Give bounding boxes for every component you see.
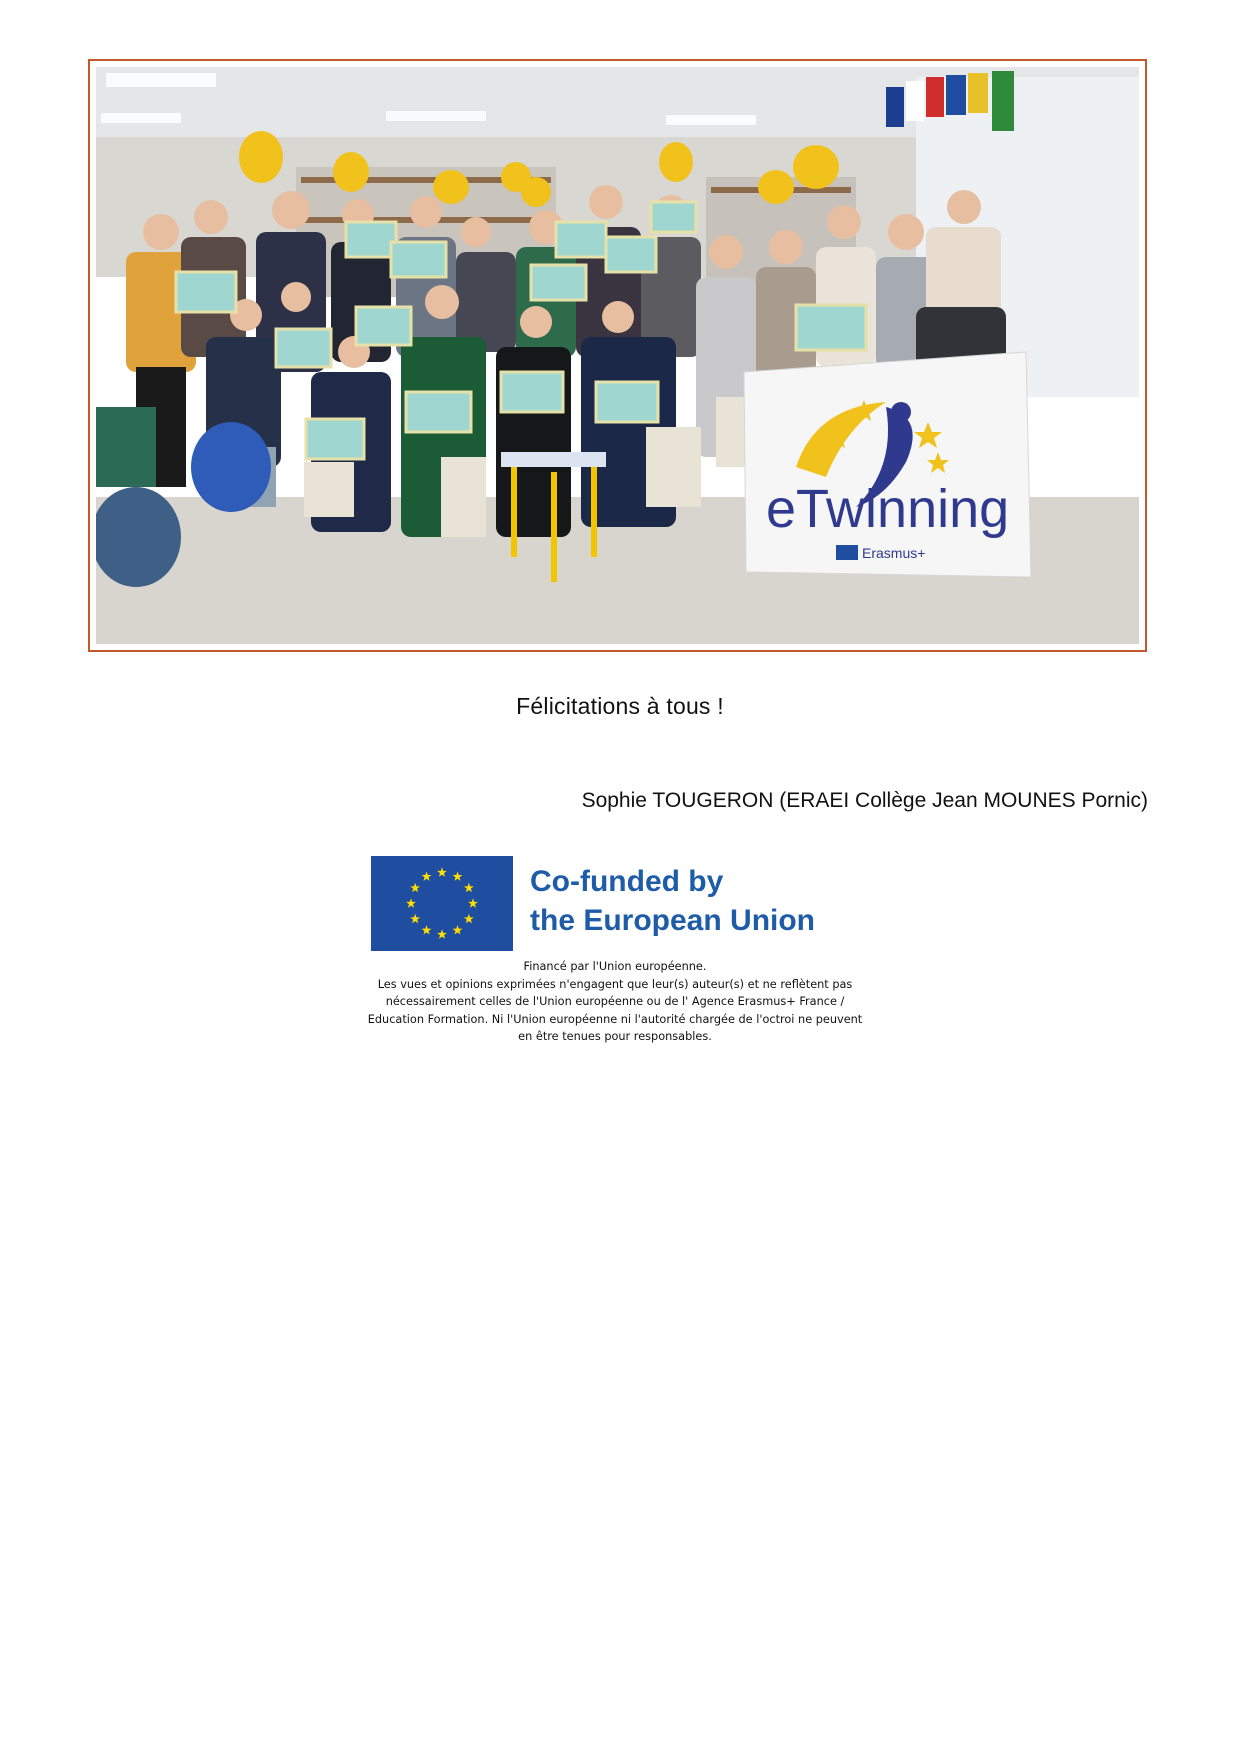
eu-star-icon (464, 914, 474, 923)
eu-star-icon (437, 929, 447, 938)
photo-frame (88, 59, 1147, 652)
disclaimer-line: en être tenues pour responsables. (518, 1030, 712, 1043)
author-credit: Sophie TOUGERON (ERAEI Collège Jean MOUNES Pornic) (581, 789, 1148, 812)
co-funded-line-2: the European Union (530, 904, 815, 937)
eu-stars-icon (371, 856, 513, 951)
flag-subtext: Erasmus+ (862, 545, 926, 561)
eu-star-icon (422, 871, 432, 880)
eu-star-icon (453, 871, 463, 880)
eu-star-icon (410, 914, 420, 923)
eu-star-icon (468, 898, 478, 907)
disclaimer-line: Les vues et opinions exprimées n'engagent que leur(s) auteur(s) et ne reflètent pas (377, 977, 853, 991)
disclaimer-line: Financé par l'Union européenne. (523, 960, 707, 973)
flag-text: eTwinning (766, 479, 1010, 539)
eu-star-icon (410, 883, 420, 892)
co-funded-line-1: Co-funded by (530, 865, 724, 898)
disclaimer-line: nécessairement celles de l'Union européenne ou de l' Agence Erasmus+ France / (385, 995, 845, 1008)
eu-star-icon (464, 883, 474, 892)
eu-star-icon (422, 925, 432, 934)
funding-disclaimer (360, 958, 870, 1046)
caption: Félicitations à tous ! (516, 693, 724, 719)
disclaimer-line: Education Formation. Ni l'Union européenne ni l'autorité chargée de l'octroi ne peuvent (367, 1012, 863, 1026)
co-funded-logo-text (530, 862, 815, 940)
group-photo (96, 67, 1139, 644)
eu-star-icon (406, 898, 416, 907)
eu-star-icon (437, 867, 447, 876)
eu-star-icon (453, 925, 463, 934)
eu-flag-icon (371, 856, 513, 951)
